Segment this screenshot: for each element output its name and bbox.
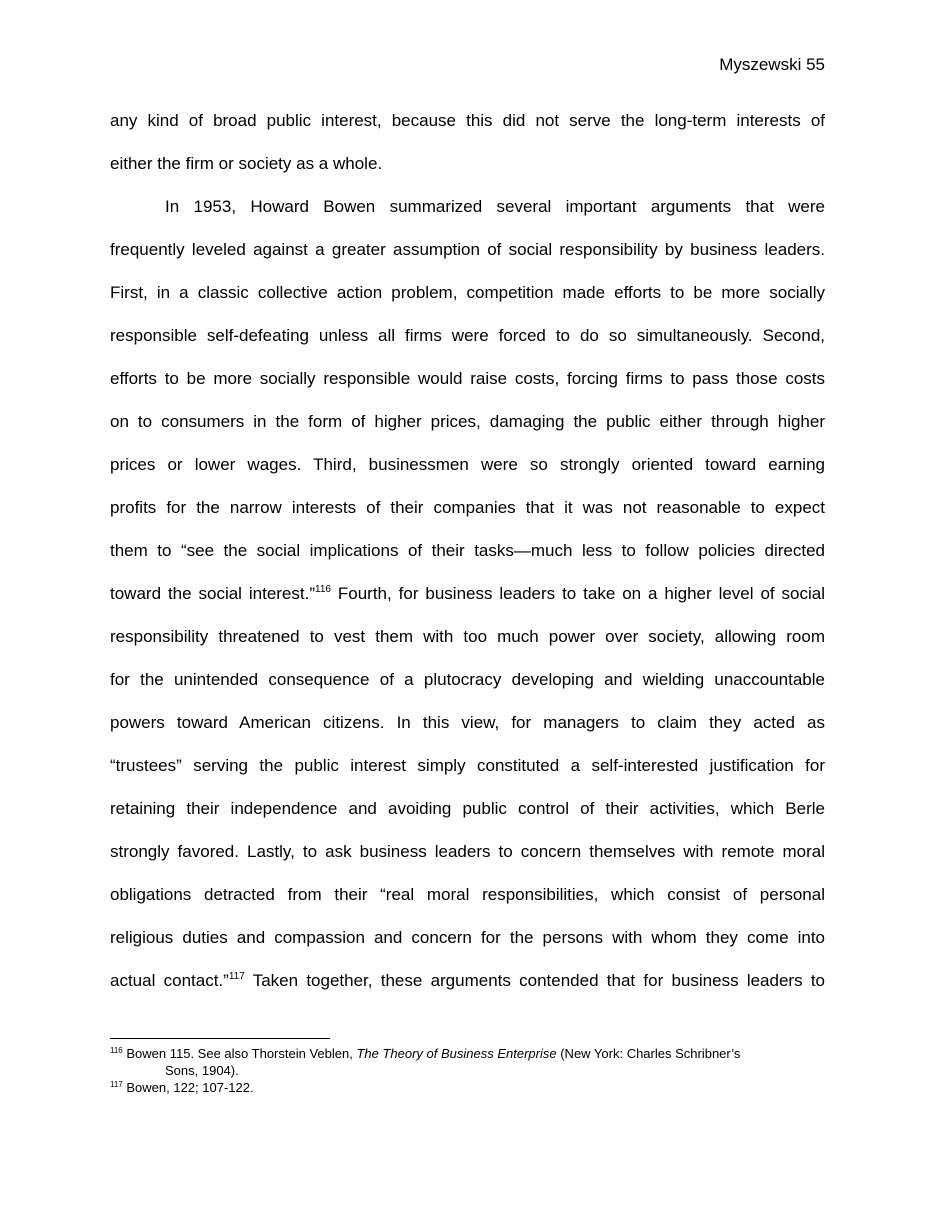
footnote-book-title: The Theory of Business Enterprise	[356, 1046, 557, 1061]
paragraph-line: strongly favored. Lastly, to ask business leaders to concern themselves with remote moral	[110, 842, 825, 861]
body-text	[110, 99, 825, 1002]
footnote-ref-116[interactable]: 116	[315, 584, 331, 595]
paragraph-line: frequently leveled against a greater assumption of social responsibility by business leaders.	[110, 240, 825, 259]
footnote-ref-117[interactable]: 117	[228, 971, 245, 982]
footnote-separator	[110, 1038, 330, 1039]
paragraph-line: any kind of broad public interest, because this did not serve the long-term interests of	[110, 111, 825, 130]
footnote-number: 117	[110, 1080, 123, 1089]
paragraph-line: efforts to be more socially responsible would raise costs, forcing firms to pass those costs	[110, 369, 825, 388]
line-text: Fourth, for business leaders to take on a higher level of social	[330, 584, 825, 603]
footnote-116-continuation: Sons, 1904).	[165, 1063, 239, 1078]
line-text: Taken together, these arguments contended that for business leaders to	[244, 971, 825, 990]
footnote-text: Bowen, 122; 107-122.	[122, 1080, 254, 1095]
paragraph-line: prices or lower wages. Third, businessmen were so strongly oriented toward earning	[110, 455, 825, 474]
paragraph-line: for the unintended consequence of a plutocracy developing and wielding unaccountable	[110, 670, 825, 689]
paragraph-line: on to consumers in the form of higher prices, damaging the public either through higher	[110, 412, 825, 431]
paragraph-line: them to “see the social implications of their tasks—much less to follow policies directed	[110, 541, 825, 560]
line-text: actual contact.”	[110, 971, 229, 990]
footnote-text: Bowen 115. See also Thorstein Veblen,	[122, 1046, 357, 1061]
footnote-117	[110, 1079, 825, 1096]
paragraph-line: In 1953, Howard Bowen summarized several important arguments that were	[165, 197, 825, 216]
paragraph-line: religious duties and compassion and concern for the persons with whom they come into	[110, 928, 825, 947]
footnotes	[110, 1045, 825, 1096]
paragraph-line	[110, 572, 825, 615]
footnote-116	[110, 1045, 825, 1062]
paragraph-line: either the firm or society as a whole.	[110, 154, 383, 173]
footnote-number: 116	[110, 1046, 123, 1055]
paragraph-line: profits for the narrow interests of their companies that it was not reasonable to expect	[110, 498, 825, 517]
paragraph-line: First, in a classic collective action problem, competition made efforts to be more socially	[110, 283, 825, 302]
paragraph-line: responsibility threatened to vest them with too much power over society, allowing room	[110, 627, 825, 646]
footnote-text: (New York: Charles Schribner’s	[556, 1046, 741, 1061]
paragraph-line: responsible self-defeating unless all firms were forced to do so simultaneously. Second,	[110, 326, 825, 345]
line-text: toward the social interest.”	[110, 584, 315, 603]
paragraph-line: powers toward American citizens. In this view, for managers to claim they acted as	[110, 713, 825, 732]
paragraph-line: “trustees” serving the public interest simply constituted a self-interested justification for	[110, 756, 825, 775]
running-head: Myszewski 55	[719, 55, 825, 74]
paragraph-line	[110, 959, 825, 1002]
paragraph-line: retaining their independence and avoiding public control of their activities, which Berle	[110, 799, 825, 818]
paragraph-line: obligations detracted from their “real moral responsibilities, which consist of personal	[110, 885, 825, 904]
